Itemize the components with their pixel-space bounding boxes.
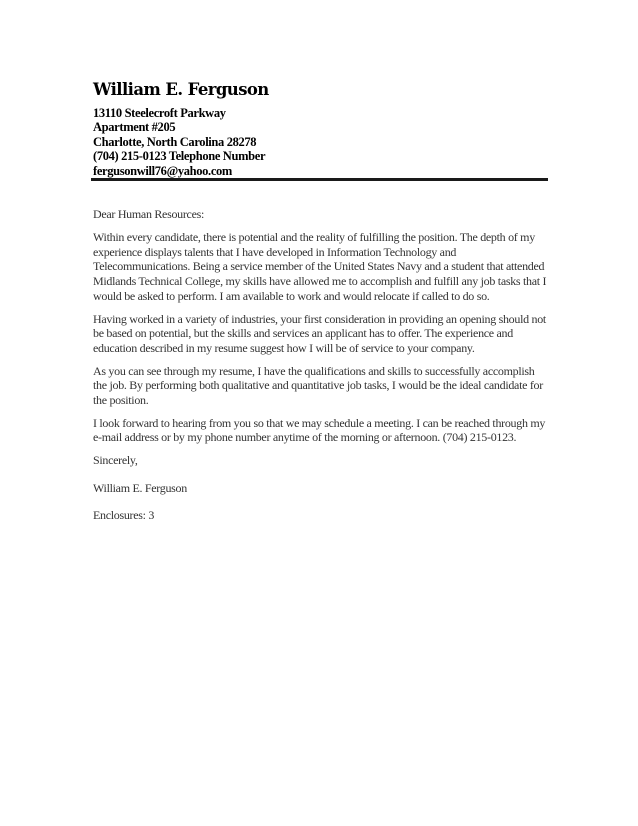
email-address: fergusonwill76@yahoo.com	[93, 163, 232, 178]
paragraph-3: As you can see through my resume, I have the qualifications and skills to successfully accomplish the job. By performing both qualitative and quantitative job tasks, I would be the ideal candidate for the position.	[93, 363, 543, 407]
paragraph-1: Within every candidate, there is potential and the reality of fulfilling the position. The depth of my experience displays talents that I have developed in Information Technology and Telecommunications. Being a service member of the United States Navy and a student that attended Midlands Technical College, my skills have allowed me to accomplish and fulfill any job tasks that I would be asked to perform. I am available to work and would relocate if called to do so.	[93, 230, 547, 303]
street-address: 13110 Steelecroft Parkway	[93, 106, 226, 120]
letter-body	[93, 207, 547, 522]
closing: Sincerely,	[93, 453, 138, 468]
city-state-zip: Charlotte, North Carolina 28278	[93, 134, 257, 149]
paragraph-2: Having worked in a variety of industries, your first consideration in providing an opening should not be based on potential, but the skills and services an applicant has to offer. The experience and education described in my resume suggest how I will be of service to your company.	[93, 311, 546, 355]
salutation: Dear Human Resources:	[93, 207, 204, 221]
signature-name: William E. Ferguson	[93, 480, 187, 495]
letterhead	[93, 80, 546, 178]
apartment-number: Apartment #205	[93, 120, 176, 135]
sender-name: William E. Ferguson	[93, 80, 269, 99]
paragraph-4: I look forward to hearing from you so that we may schedule a meeting. I can be reached through my e-mail address or by my phone number anytime of the morning or afternoon. (704) 215-0123.	[93, 415, 546, 445]
header-divider	[91, 178, 548, 181]
telephone-number: (704) 215-0123 Telephone Number	[93, 149, 266, 164]
enclosures-note: Enclosures: 3	[93, 507, 155, 522]
